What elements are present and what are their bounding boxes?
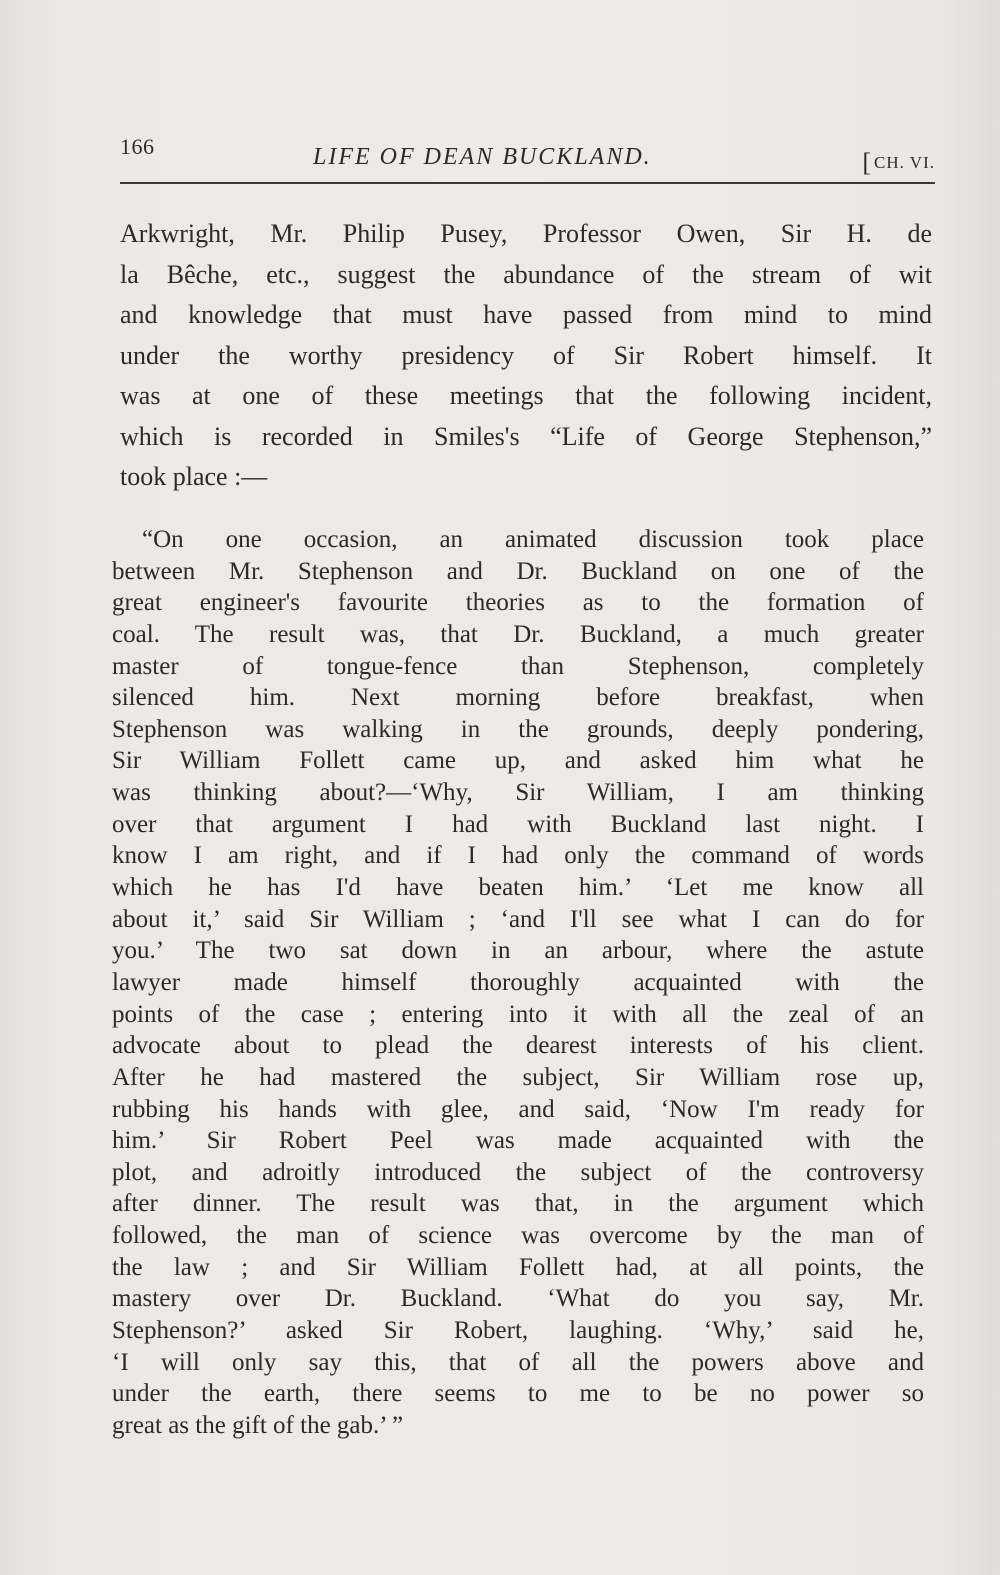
- quote-line: lawyer made himself thoroughly acquainted with the: [112, 968, 924, 996]
- quote-line: master of tongue-fence than Stephenson, completely: [112, 652, 924, 680]
- quote-line: followed, the man of science was overcome by the man of: [112, 1222, 924, 1250]
- block-quote: [112, 524, 924, 1442]
- quote-line: between Mr. Stephenson and Dr. Buckland on one of the: [112, 557, 924, 585]
- running-title: LIFE OF DEAN BUCKLAND.: [313, 144, 652, 170]
- quote-line: was thinking about?—‘Why, Sir William, I am thinking: [112, 779, 924, 807]
- page-number: 166: [120, 134, 155, 159]
- chapter-label: CH. VI.: [874, 153, 935, 172]
- quote-line: the law ; and Sir William Follett had, at all points, the: [112, 1253, 924, 1281]
- quote-line: Stephenson was walking in the grounds, deeply pondering,: [112, 715, 924, 743]
- bracket-glyph: [: [862, 148, 872, 177]
- body-line: under the worthy presidency of Sir Robert himself. It: [120, 340, 932, 370]
- quote-line: mastery over Dr. Buckland. ‘What do you say, Mr.: [112, 1285, 924, 1313]
- quote-line: under the earth, there seems to me to be no power so: [112, 1380, 924, 1408]
- quote-line: Sir William Follett came up, and asked him what he: [112, 747, 924, 775]
- quote-line: great engineer's favourite theories as to the formation of: [112, 589, 924, 617]
- body-line: Arkwright, Mr. Philip Pusey, Professor Owen, Sir H. de: [120, 219, 932, 248]
- quote-line: you.’ The two sat down in an arbour, where the astute: [112, 937, 924, 965]
- quote-line: which he has I'd have beaten him.’ ‘Let me know all: [112, 874, 924, 902]
- quote-line: advocate about to plead the dearest interests of his client.: [112, 1032, 924, 1060]
- quote-line: after dinner. The result was that, in the argument which: [112, 1190, 924, 1218]
- body-line: and knowledge that must have passed from mind to mind: [120, 300, 932, 329]
- quote-line: ‘I will only say this, that of all the powers above and: [112, 1348, 924, 1376]
- quote-line: silenced him. Next morning before breakfast, when: [112, 684, 924, 712]
- quote-line: over that argument I had with Buckland last night. I: [112, 810, 924, 838]
- quote-line: about it,’ said Sir William ; ‘and I'll see what I can do for: [112, 905, 924, 933]
- header-rule: [120, 182, 935, 184]
- body-line: took place :—: [120, 462, 268, 491]
- quote-line: “On one occasion, an animated discussion took place: [142, 526, 924, 553]
- quote-line: After he had mastered the subject, Sir William rose up,: [112, 1063, 924, 1091]
- quote-line: rubbing his hands with glee, and said, ‘Now I'm ready for: [112, 1095, 924, 1123]
- body-line: which is recorded in Smiles's “Life of George Stephenson,”: [120, 421, 932, 451]
- quote-line: plot, and adroitly introduced the subject of the controversy: [112, 1158, 924, 1186]
- body-line: la Bêche, etc., suggest the abundance of the stream of wit: [120, 259, 932, 289]
- body-line: was at one of these meetings that the following incident,: [120, 381, 932, 410]
- body-paragraph: [120, 214, 932, 498]
- quote-line: him.’ Sir Robert Peel was made acquainted with the: [112, 1127, 924, 1155]
- chapter-reference: [862, 148, 935, 178]
- running-header: [120, 134, 935, 178]
- quote-line: know I am right, and if I had only the command of words: [112, 842, 924, 870]
- quote-line: points of the case ; entering into it with all the zeal of an: [112, 1000, 924, 1028]
- quote-line: great as the gift of the gab.’ ”: [112, 1411, 404, 1439]
- quote-line: Stephenson?’ asked Sir Robert, laughing. ‘Why,’ said he,: [112, 1317, 924, 1345]
- quote-line: coal. The result was, that Dr. Buckland, a much greater: [112, 620, 924, 648]
